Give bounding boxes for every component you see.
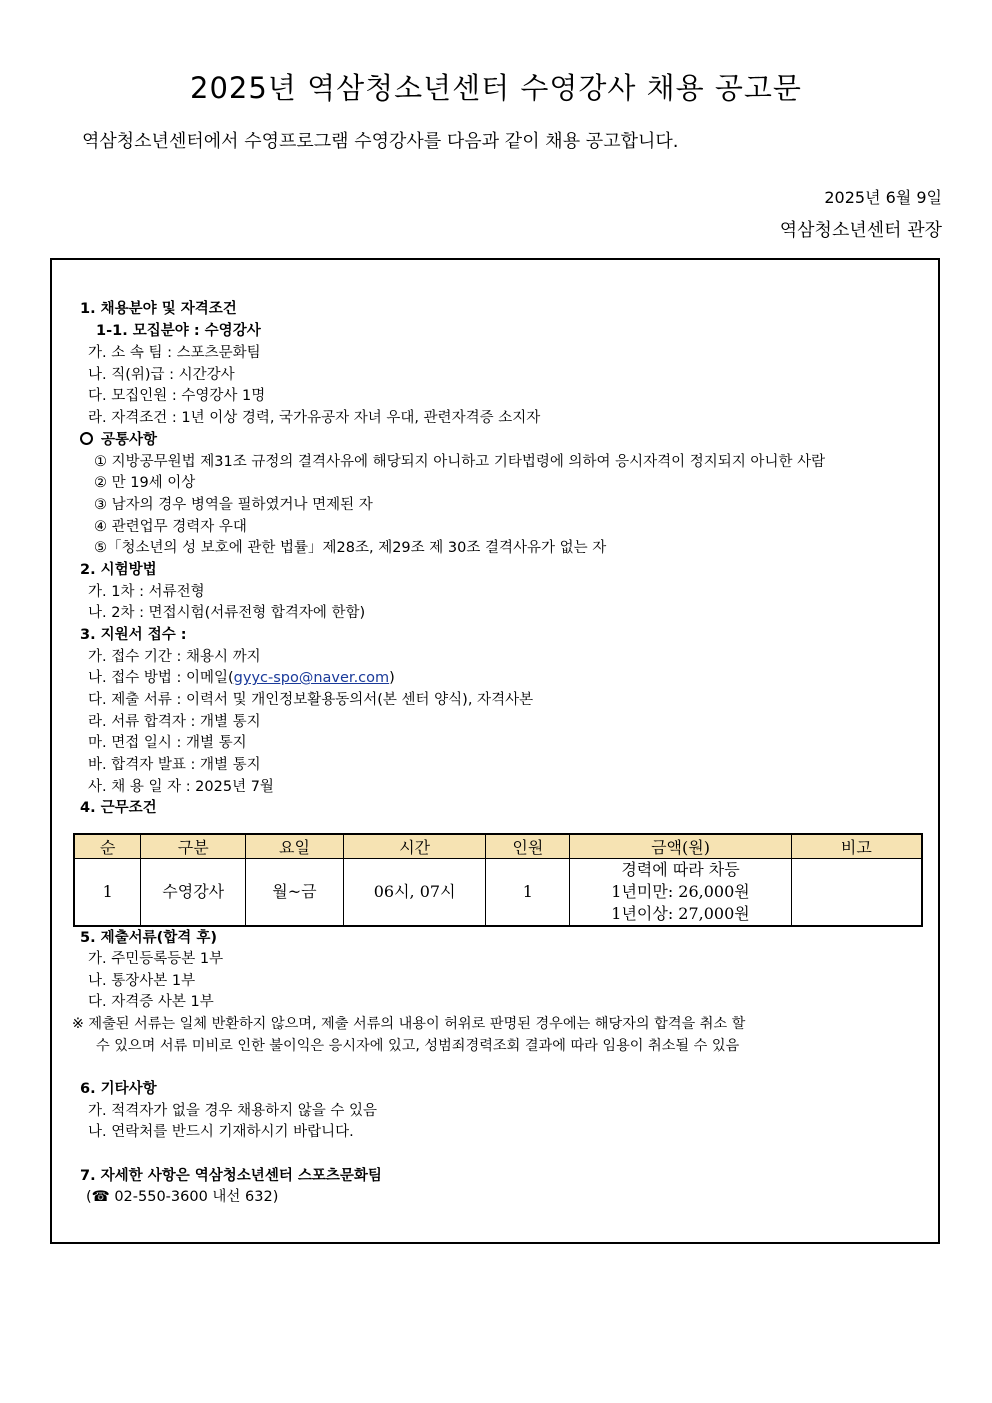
page-title: 2025년 역삼청소년센터 수영강사 채용 공고문: [190, 71, 802, 105]
work-conditions-table: [73, 833, 923, 927]
common-heading-label: 공통사항: [101, 432, 158, 448]
s1-item: 나. 직(위)급 : 시간강사: [88, 367, 235, 383]
s5-item: 다. 자격증 사본 1부: [88, 994, 214, 1010]
s3-item: 라. 서류 합격자 : 개별 통지: [88, 714, 261, 730]
notice-box: [50, 258, 940, 1244]
section-5-heading: 5. 제출서류(합격 후): [80, 930, 217, 946]
s2-item: 나. 2차 : 면접시험(서류전형 합격자에 한함): [88, 605, 366, 621]
pay-line: 1년미만: 26,000원: [611, 882, 750, 901]
table-row: [74, 859, 922, 927]
s1-item: 라. 자격조건 : 1년 이상 경력, 국가유공자 자녀 우대, 관련자격증 소지자: [88, 410, 541, 426]
s3-item: 바. 합격자 발표 : 개별 통지: [88, 757, 261, 773]
cell-no: 1: [74, 859, 141, 927]
section-7-heading: 7. 자세한 사항은 역삼청소년센터 스포츠문화팀: [80, 1168, 382, 1184]
common-item: ③ 남자의 경우 병역을 필하였거나 면제된 자: [94, 497, 373, 513]
section-1-sub: 1-1. 모집분야 : 수영강사: [96, 323, 261, 339]
notice-date: 2025년 6월 9일: [824, 188, 942, 207]
s5-note: 수 있으며 서류 미비로 인한 불이익은 응시자에 있고, 성범죄경력조회 결과에 따라 임용이 취소될 수 있음: [96, 1038, 740, 1054]
s3-item: 가. 접수 기간 : 채용시 까지: [88, 649, 261, 665]
s1-item: 가. 소 속 팀 : 스포츠문화팀: [88, 345, 261, 361]
section-2-heading: 2. 시험방법: [80, 562, 157, 578]
common-item: ⑤「청소년의 성 보호에 관한 법률」제28조, 제29조 제 30조 결격사유가 없는 자: [94, 540, 607, 556]
intro-text: 역삼청소년센터에서 수영프로그램 수영강사를 다음과 같이 채용 공고합니다.: [82, 131, 679, 152]
email-suffix: ): [389, 670, 395, 686]
s5-note: ※ 제출된 서류는 일체 반환하지 않으며, 제출 서류의 내용이 허위로 판명된 경우에는 해당자의 합격을 취소 할: [72, 1016, 746, 1032]
s5-item: 가. 주민등록등본 1부: [88, 951, 224, 967]
col-header: 구분: [141, 834, 246, 859]
email-link[interactable]: gyyc-spo@naver.com: [233, 670, 390, 686]
cell-days: 월~금: [246, 859, 344, 927]
s6-item: 가. 적격자가 없을 경우 채용하지 않을 수 있음: [88, 1103, 377, 1119]
issuer: 역삼청소년센터 관장: [779, 220, 942, 241]
s1-item: 다. 모집인원 : 수영강사 1명: [88, 388, 266, 404]
cell-pay: [570, 859, 792, 927]
cell-note: [791, 859, 922, 927]
section-6-heading: 6. 기타사항: [80, 1081, 157, 1097]
cell-time: 06시, 07시: [343, 859, 486, 927]
pay-line: 1년이상: 27,000원: [611, 904, 750, 923]
col-header: 순: [74, 834, 141, 859]
email-prefix: 나. 접수 방법 : 이메일(: [88, 670, 234, 686]
contact-info: (☎ 02-550-3600 내선 632): [86, 1189, 279, 1205]
col-header: 요일: [246, 834, 344, 859]
common-item: ① 지방공무원법 제31조 규정의 결격사유에 해당되지 아니하고 기타법령에 의하여 응시자격이 정지되지 아니한 사람: [94, 454, 826, 470]
pay-line: 경력에 따라 차등: [621, 860, 740, 879]
s3-item: 사. 채 용 일 자 : 2025년 7월: [88, 779, 274, 795]
table-header-row: [74, 834, 922, 859]
s5-item: 나. 통장사본 1부: [88, 973, 196, 989]
s2-item: 가. 1차 : 서류전형: [88, 584, 205, 600]
col-header: 인원: [486, 834, 570, 859]
s3-item-email: [88, 668, 395, 688]
cell-count: 1: [486, 859, 570, 927]
col-header: 시간: [343, 834, 486, 859]
cell-category: 수영강사: [141, 859, 246, 927]
s3-item: 다. 제출 서류 : 이력서 및 개인정보활용동의서(본 센터 양식), 자격사본: [88, 692, 534, 708]
col-header: 비고: [791, 834, 922, 859]
s3-item: 마. 면접 일시 : 개별 통지: [88, 735, 247, 751]
common-item: ② 만 19세 이상: [94, 475, 196, 491]
col-header: 금액(원): [570, 834, 792, 859]
section-3-heading: 3. 지원서 접수 :: [80, 627, 187, 643]
section-1-heading: 1. 채용분야 및 자격조건: [80, 301, 237, 317]
circle-bullet-icon: [80, 432, 93, 445]
s6-item: 나. 연락처를 반드시 기재하시기 바랍니다.: [88, 1124, 354, 1140]
common-item: ④ 관련업무 경력자 우대: [94, 519, 247, 535]
common-heading: [80, 430, 157, 450]
section-4-heading: 4. 근무조건: [80, 800, 157, 816]
